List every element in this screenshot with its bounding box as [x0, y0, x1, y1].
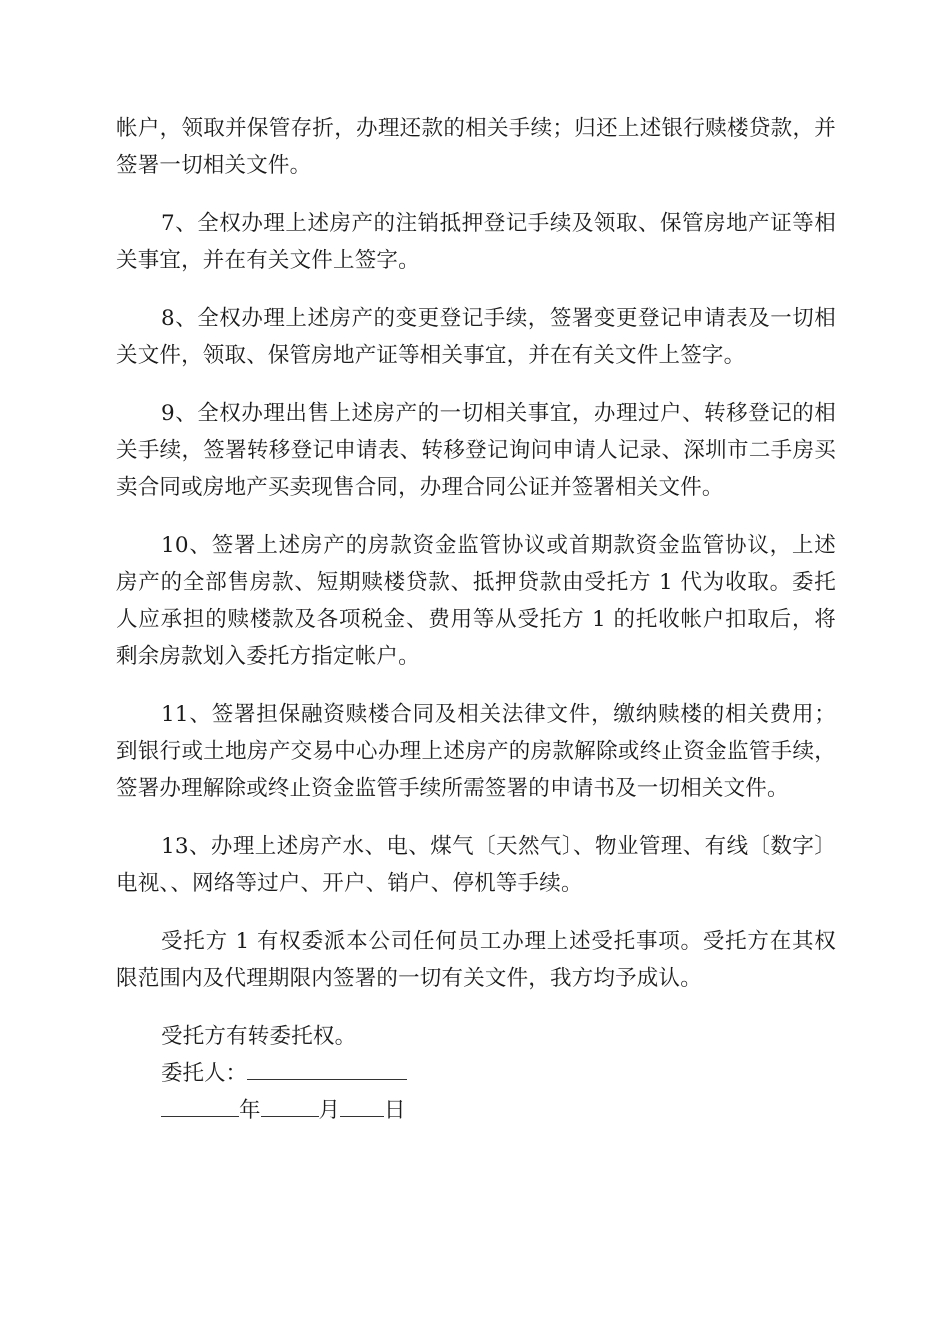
signer-blank	[247, 1055, 407, 1080]
document-body	[116, 110, 836, 1129]
day-blank	[340, 1092, 384, 1117]
date-line	[116, 1092, 836, 1129]
item-8-paragraph: 8、全权办理上述房产的变更登记手续，签署变更登记申请表及一切相关文件，领取、保管房地产证等相关事宜，并在有关文件上签字。	[116, 306, 836, 368]
item-9-paragraph: 9、全权办理出售上述房产的一切相关事宜，办理过户、转移登记的相关手续，签署转移登记申请表、转移登记询问申请人记录、深圳市二手房买卖合同或房地产买卖现售合同，办理合同公证并签署相关文件。	[116, 401, 836, 500]
year-blank	[161, 1092, 239, 1117]
year-label: 年	[239, 1098, 261, 1123]
subdelegation-note: 受托方有转委托权。	[161, 1024, 357, 1049]
day-label: 日	[384, 1098, 406, 1123]
continuation-paragraph: 帐户，领取并保管存折，办理还款的相关手续；归还上述银行赎楼贷款，并签署一切相关文件。	[116, 116, 836, 178]
signer-label: 委托人：	[161, 1061, 248, 1086]
item-10-paragraph: 10、签署上述房产的房款资金监管协议或首期款资金监管协议，上述房产的全部售房款、短期赎楼贷款、抵押贷款由受托方 1 代为收取。委托人应承担的赎楼款及各项税金、费用等从受托方 1 的托收帐户扣取后，将剩余房款划入委托方指定帐户。	[116, 533, 836, 669]
item-13-paragraph: 13、办理上述房产水、电、煤气〔天然气〕、物业管理、有线〔数字〕电视、、网络等过户、开户、销户、停机等手续。	[116, 834, 836, 896]
item-7-paragraph: 7、全权办理上述房产的注销抵押登记手续及领取、保管房地产证等相关事宜，并在有关文件上签字。	[116, 211, 836, 273]
item-11-paragraph: 11、签署担保融资赎楼合同及相关法律文件，缴纳赎楼的相关费用；到银行或土地房产交易中心办理上述房产的房款解除或终止资金监管手续，签署办理解除或终止资金监管手续所需签署的申请书及一切相关文件。	[116, 702, 836, 801]
signer-line	[116, 1055, 836, 1092]
month-blank	[261, 1092, 319, 1117]
month-label: 月	[318, 1098, 341, 1123]
delegation-note: 受托方 1 有权委派本公司任何员工办理上述受托事项。受托方在其权限范围内及代理期限内签署的一切有关文件，我方均予成认。	[116, 929, 836, 991]
